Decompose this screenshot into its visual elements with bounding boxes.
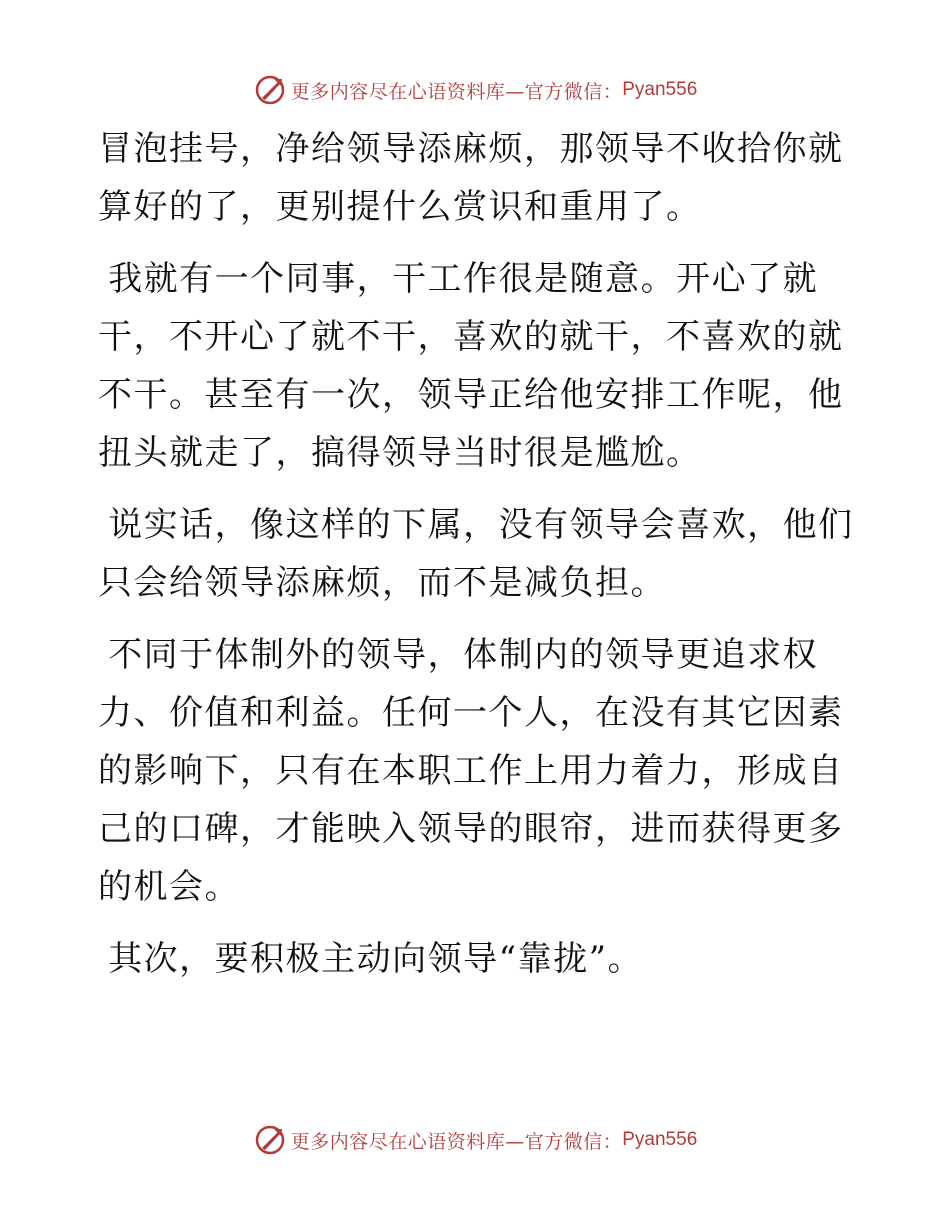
watermark-text: 更多内容尽在心语资料库—官方微信： [290,1130,623,1153]
header-watermark [0,70,950,110]
paragraph-3: 说实话，像这样的下属，没有领导会喜欢，他们只会给领导添麻烦，而不是减负担。 [98,505,854,603]
quill-logo-icon [253,73,287,107]
watermark-account: Pyan556 [622,1129,698,1150]
watermark-text: 更多内容尽在心语资料库—官方微信： [290,80,623,103]
paragraph-2: 我就有一个同事，干工作很是随意。开心了就干，不开心了就不干，喜欢的就干，不喜欢的就不干。甚至有一次，领导正给他安排工作呢，他扭头就走了，搞得领导当时很是尴尬。 [98,259,844,473]
paragraph-5: 其次，要积极主动向领导“靠拢”。 [108,939,643,979]
footer-watermark [0,1120,950,1160]
paragraph-4: 不同于体制外的领导，体制内的领导更追求权力、价值和利益。任何一个人，在没有其它因素的影响下，只有在本职工作上用力着力，形成自己的口碑，才能映入领导的眼帘，进而获得更多的机会。 [98,635,844,907]
watermark-account: Pyan556 [622,79,698,100]
document-body [98,120,858,1002]
paragraph-1: 冒泡挂号，净给领导添麻烦，那领导不收拾你就算好的了，更别提什么赏识和重用了。 [98,129,844,227]
quill-logo-icon [253,1123,287,1157]
